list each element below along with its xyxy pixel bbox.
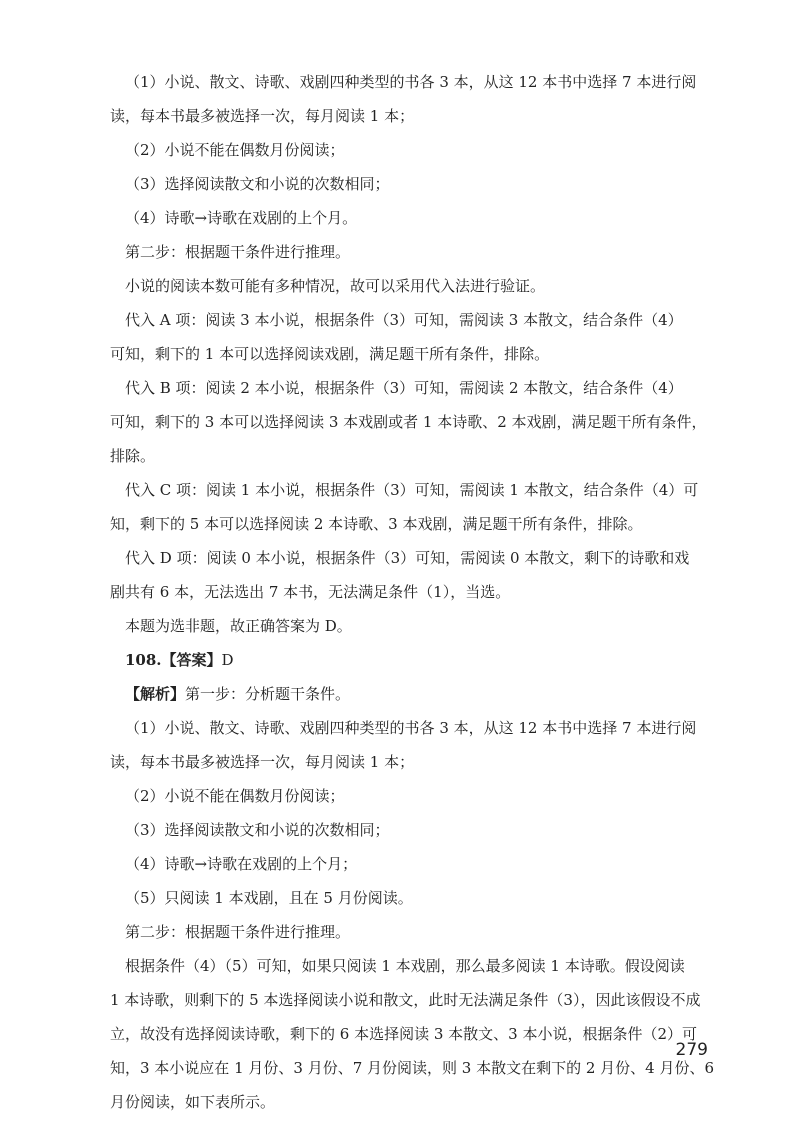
text-line: （2）小说不能在偶数月份阅读； [125,787,345,805]
text-line: （2）小说不能在偶数月份阅读； [125,141,345,159]
text-line: 本题为选非题，故正确答案为 D。 [125,617,352,635]
text-line: （1）小说、散文、诗歌、戏剧四种类型的书各 3 本，从这 12 本书中选择 7 本进行阅 [125,719,697,737]
text-line: 108.【答案】D [125,651,234,669]
page-number: 279 [675,1040,708,1060]
text-line: 剧共有 6 本，无法选出 7 本书，无法满足条件（1），当选。 [110,583,511,601]
text-line: （4）诗歌→诗歌在戏剧的上个月。 [125,209,358,227]
text-line: 月份阅读，如下表所示。 [110,1093,276,1111]
text-line: 代入 C 项：阅读 1 本小说，根据条件（3）可知，需阅读 1 本散文，结合条件（4）可 [125,481,699,499]
text-line: 读，每本书最多被选择一次，每月阅读 1 本； [110,753,415,771]
bold-label: 【解析】 [125,685,186,703]
text-line: （4）诗歌→诗歌在戏剧的上个月； [125,855,358,873]
body-text [110,72,715,1126]
bold-label: 108.【答案】 [125,651,222,669]
text-line: 第二步：根据题干条件进行推理。 [125,243,351,261]
text-line: 代入 B 项：阅读 2 本小说，根据条件（3）可知，需阅读 2 本散文，结合条件（4） [125,379,683,397]
text-line: 知，3 本小说应在 1 月份、3 月份、7 月份阅读，则 3 本散文在剩下的 2 月份、4 月份、6 [110,1059,715,1077]
text-line: 小说的阅读本数可能有多种情况，故可以采用代入法进行验证。 [125,277,546,295]
text-line: （3）选择阅读散文和小说的次数相同； [125,175,390,193]
text-line: 读，每本书最多被选择一次，每月阅读 1 本； [110,107,415,125]
text-line: （5）只阅读 1 本戏剧，且在 5 月份阅读。 [125,889,413,907]
text-line: （3）选择阅读散文和小说的次数相同； [125,821,390,839]
text-line: （1）小说、散文、诗歌、戏剧四种类型的书各 3 本，从这 12 本书中选择 7 本进行阅 [125,73,697,91]
text-line: 立，故没有选择阅读诗歌，剩下的 6 本选择阅读 3 本散文、3 本小说，根据条件（2）可 [110,1025,698,1043]
text-line: 【解析】第一步：分析题干条件。 [125,685,351,703]
text-line: 代入 A 项：阅读 3 本小说，根据条件（3）可知，需阅读 3 本散文，结合条件（4） [125,311,683,329]
text-line: 排除。 [110,447,156,465]
text-line: 知，剩下的 5 本可以选择阅读 2 本诗歌、3 本戏剧，满足题干所有条件，排除。 [110,515,643,533]
text-line: 1 本诗歌，则剩下的 5 本选择阅读小说和散文，此时无法满足条件（3），因此该假设不成 [110,991,701,1009]
text-line: 根据条件（4）（5）可知，如果只阅读 1 本戏剧，那么最多阅读 1 本诗歌。假设阅读 [125,957,685,975]
text-line: 代入 D 项：阅读 0 本小说，根据条件（3）可知，需阅读 0 本散文，剩下的诗歌和戏 [125,549,690,567]
text-line: 第二步：根据题干条件进行推理。 [125,923,351,941]
text-line: 可知，剩下的 1 本可以选择阅读戏剧，满足题干所有条件，排除。 [110,345,550,363]
text-line: 可知，剩下的 3 本可以选择阅读 3 本戏剧或者 1 本诗歌、2 本戏剧，满足题干所有条件， [110,413,707,431]
